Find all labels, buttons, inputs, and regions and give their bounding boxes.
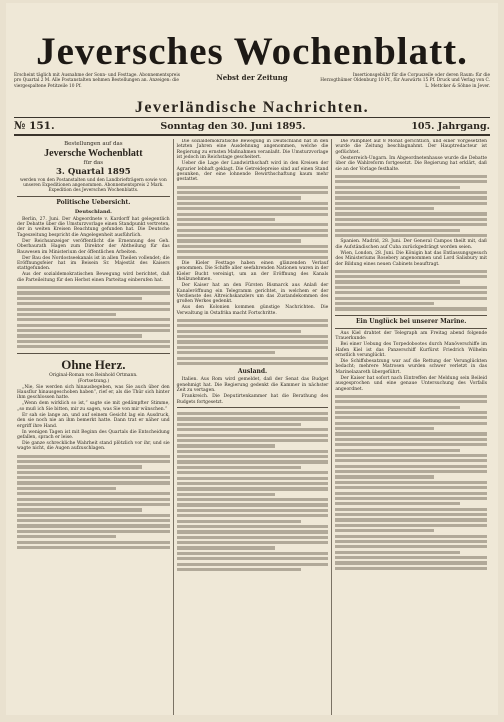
- text-lines: [177, 183, 329, 260]
- column-layout: [14, 139, 490, 715]
- article-paragraph: Oesterreich-Ungarn. Im Abgeordnetenhause wurde die Debatte über die Wahlreform fortgesetzt. Die Regierung hat erklärt, daß sie an der Vorlage festhalte.: [335, 155, 488, 172]
- text-lines: [17, 452, 170, 551]
- text-lines: [177, 317, 329, 368]
- feuilleton-paragraph: „Wenn dem wirklich so ist,“ sagte sie mit gedämpfter Stimme, „so muß ich Sie bitten, mir zu sagen, was Sie von mir wünschen.“: [17, 401, 170, 412]
- dateline: [14, 118, 490, 136]
- issue-date: Sonntag den 30. Juni 1895.: [160, 120, 306, 132]
- column-1: [14, 139, 173, 715]
- section-heading-ausland: Ausland.: [237, 368, 268, 376]
- issue-number: № 151.: [14, 120, 55, 132]
- feuilleton-title: Ohne Herz.: [61, 356, 126, 372]
- section-heading: Politische Uebersicht.: [56, 198, 131, 206]
- ad-line: Bestellungen auf das: [64, 141, 123, 147]
- article-paragraph: Die sozialdemokratische Bewegung in Deutschland hat in den letzten Jahren eine Ausdehnung angenommen, welche die Regierung zu ernsten Maßnahmen veranlaßt. Die Umsturzvorlage ist jedoch im Reichstage gescheitert.: [176, 139, 329, 161]
- article-paragraph: Der Kaiser hat an den Fürsten Bismarck aus Anlaß der Kanaleröffnung ein Telegramm gerichtet, in welchem er der Verdienste des Altreichskanzlers um das Zustandekommen des großen Werkes gedenkt.: [176, 283, 329, 305]
- ad-text: werden von den Postanstalten und den Landbriefträgern sowie von unseren Expeditionen angenommen. Abonnementspreis 2 Mark.: [19, 178, 167, 189]
- text-lines: [335, 268, 487, 313]
- article-paragraph: Frankreich. Die Deputirtenkammer hat die Berathung des Budgets fortgesetzt.: [176, 394, 329, 405]
- article-paragraph: Die Pamphlet auf 8 Monat gerichtlich, und einer Vorgesetzten wurde die Zeitung beschlagnahmt. Der Hauptredacteur ist geflüchtet.: [335, 139, 488, 155]
- ad-quarter: 3. Quartal 1895: [55, 167, 131, 177]
- article-paragraph: Berlin, 27. Juni. Der Abgeordnete v. Kardorff hat gelegentlich der Debatte über die Umsturzvorlage einen Standpunkt vertreten, der in weiten Kreisen Beachtung gefunden hat. Die Deutsche Tageszeitung bespricht die Angelegenheit ausführlich.: [17, 216, 170, 238]
- feuilleton-paragraph: Er sah sie lange an, und auf seinem Gesicht lag ein Ausdruck, den sie noch nie an ihm bemerkt hatte. Dann trat er näher und ergriff ihre Hand.: [17, 412, 170, 429]
- article-paragraph: Der Kaiser hat sofort nach Eintreffen der Meldung sein Beileid ausgesprochen und eine genaue Untersuchung des Vorfalls angeordnet.: [335, 375, 488, 392]
- feuilleton-paragraph: In wenigen Tagen ist mit Beginn des Quartals die Entscheidung gefallen, sprach er leise.: [17, 429, 170, 440]
- supplement-note: Nebst der Zeitung: [216, 73, 288, 82]
- section-divider: [335, 315, 487, 316]
- masthead-subrow: [14, 73, 490, 99]
- section-heading-unglueck: Ein Unglück bei unserer Marine.: [355, 317, 467, 325]
- subscription-info: Erscheint täglich mit Ausnahme der Sonn- und Festtage. Abonnementspreis pro Quartal 2 M. Alle Postanstalten nehmen Bestellungen an. Anzeigen: die viergespaltene Petitzeile 10 Pf.: [14, 73, 180, 89]
- article-paragraph: Die Schiffsbesatzung war auf die Rettung der Verunglückten bedacht; mehrere Matrosen wurden schwer verletzt in das Marinelazareth übergeführt.: [335, 358, 488, 375]
- text-lines: [17, 284, 170, 351]
- feuilleton-paragraph: Die ganze schreckliche Wahrheit stand plötzlich vor ihr, und sie wagte nicht, die Augen aufzuschlagen.: [17, 440, 170, 452]
- masthead-title: Jeversches Wochenblatt.: [36, 30, 468, 73]
- article-paragraph: Die Kieler Festtage haben einen glänzenden Verlauf genommen. Die Schiffe aller seefahrenden Nationen waren in der Kieler Bucht vereinigt, um an der Eröffnung des Kanals theilzunehmen.: [176, 260, 329, 283]
- section-divider: [335, 328, 487, 329]
- volume-number: 105. Jahrgang.: [411, 120, 490, 132]
- article-paragraph: Der Reichsanzeiger veröffentlicht die Ernennung des Geh. Oberbaurath Hagen zum Direktor der Abtheilung für das Bauwesen im Ministerium der öffentlichen Arbeiten.: [17, 238, 170, 255]
- section-subheading: Deutschland.: [74, 208, 112, 215]
- article-paragraph: Spanien. Madrid, 28. Juni. Der General Campos theilt mit, daß die Aufständischen auf Cuba zurückgedrängt worden seien.: [335, 239, 488, 250]
- feuilleton-continuation: (Fortsetzung.): [77, 378, 110, 384]
- text-lines: [335, 393, 487, 573]
- ad-line: für das: [83, 160, 104, 166]
- article-paragraph: Der Bau des Nordostseekanals ist in allen Theilen vollendet; die Eröffnungsfeier hat im Beisein Sr. Majestät des Kaisers stattgefunden.: [17, 255, 170, 272]
- feuilleton-divider: [177, 407, 329, 408]
- insertion-info: Insertionsgebühr für die Corpuszeile oder deren Raum: für die Herzogthümer Oldenburg 10 Pf., für Auswärts 15 Pf. Druck und Verlag von C. L. Mettcker & Söhne in Jever.: [320, 73, 490, 89]
- column-3: [331, 139, 490, 715]
- newspaper-page: [6, 3, 498, 715]
- ad-signature: Expedition des Jeverschen Wochenblatts.: [48, 188, 139, 194]
- ad-title: Jeversche Wochenblatt: [44, 148, 143, 159]
- article-paragraph: Italien. Aus Rom wird gemeldet, daß der Senat das Budget genehmigt hat. Die Regierung gedenkt die Kammer in nächster Zeit zu vertagen.: [176, 377, 329, 394]
- article-paragraph: Aus den Kolonien kommen günstige Nachrichten. Die Verwaltung in Ostafrika macht Fortschritte.: [176, 305, 329, 316]
- article-paragraph: Bei einer Uebung des Torpedobootes durch Manöverschiffe im Hafen Kiel ist das Panzerschiff Kurfürst Friedrich Wilhelm ernstlich verunglückt.: [335, 342, 488, 358]
- subscription-ad: [17, 139, 170, 197]
- text-lines: [335, 173, 487, 240]
- text-lines: [177, 410, 329, 573]
- article-paragraph: Aus der sozialdemokratischen Bewegung wird berichtet, daß die Parteileitung für den Herbst einen Parteitag einberufen hat.: [17, 272, 170, 283]
- article-paragraph: Aus Kiel drahtet der Telegraph am Freitag abend folgende Trauerkunde:: [335, 330, 488, 342]
- column-2: [173, 139, 332, 715]
- feuilleton-divider: [17, 353, 170, 354]
- article-paragraph: Wien, London, 28. Juni. Die Königin hat das Entlassungsgesuch des Ministeriums Rosebery angenommen und Lord Salisbury mit der Bildung eines neuen Cabinets beauftragt.: [335, 250, 488, 267]
- feuilleton-paragraph: „Nie, Sie werden sich hinausbegeben, was Sie auch über den Hausflur hinausgeschoben haben“, rief er, als die Thür sich hinter ihm geschlossen hatte.: [17, 384, 170, 401]
- feuilleton-byline: Original-Roman von Reinhold Ortmann.: [49, 372, 138, 378]
- article-paragraph: Ueber die Lage der Landwirthschaft wird in den Kreisen der Agrarier lebhaft geklagt. Die Getreidepreise sind auf einen Stand gesunken, der eine lohnende Bewirthschaftung kaum mehr gestattet.: [176, 161, 329, 183]
- newspaper-subtitle: Jeverländische Nachrichten.: [14, 99, 490, 118]
